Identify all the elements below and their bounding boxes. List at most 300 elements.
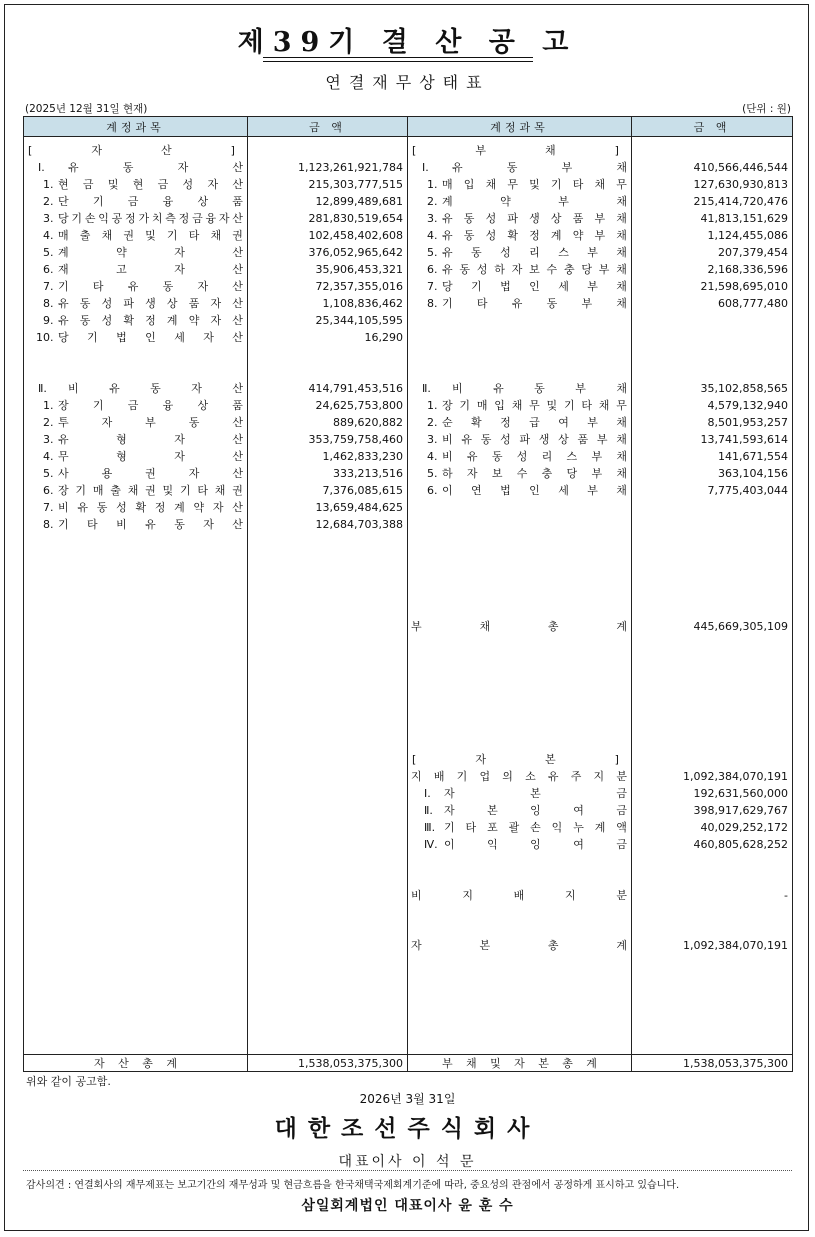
- nci-label-char: 지: [564, 889, 576, 902]
- current-asset-amount: 281,830,519,654: [308, 212, 403, 225]
- current-asset-item-number: 5.: [43, 246, 54, 259]
- total-equity-label-char: 본: [479, 939, 491, 952]
- noncurrent-liability-item-text: [442, 482, 627, 499]
- noncurrent-liability-item-char: 생: [538, 433, 550, 446]
- noncurrent-liability-item-char: 채: [598, 399, 610, 412]
- total-equity-label-char: 자: [411, 939, 422, 952]
- noncurrent-liability-item-text: [442, 414, 627, 431]
- noncurrent-liability-item-char: 당: [566, 467, 578, 480]
- parent-equity-label-char: 주: [570, 770, 582, 783]
- noncurrent-liability-item-char: 충: [541, 467, 553, 480]
- current-asset-item: [24, 295, 247, 312]
- parent-equity-label-char: 분: [616, 770, 627, 783]
- noncurrent-liabilities-label: [408, 380, 631, 397]
- noncurrent-liabilities-label-number: Ⅱ.: [422, 382, 431, 395]
- equity-item-char: 여: [573, 838, 584, 851]
- table-total-row: [24, 1055, 793, 1072]
- current-liability-item-number: 4.: [427, 229, 438, 242]
- noncurrent-liability-item-number: 1.: [427, 399, 438, 412]
- noncurrent-liability-item: [408, 482, 631, 499]
- current-asset-item-text: [58, 329, 243, 346]
- current-asset-item-char: 정: [125, 212, 136, 225]
- noncurrent-asset-amount: 333,213,516: [333, 467, 403, 480]
- noncurrent-liability-item-char: 여: [558, 416, 569, 429]
- noncurrent-liability-item-char: 정: [500, 416, 511, 429]
- noncurrent-liability-item-char: 채: [616, 433, 627, 446]
- notice-title: 제39기 결 산 공 고: [237, 27, 578, 58]
- current-liability-item-char: 무: [507, 178, 518, 191]
- current-asset-item-text: [58, 244, 243, 261]
- current-liability-item-char: 채: [616, 263, 627, 276]
- current-asset-item-text: [58, 227, 243, 244]
- title-underline: [263, 57, 533, 58]
- noncurrent-asset-item: [24, 482, 247, 499]
- assets-section-label-part: [: [28, 144, 33, 157]
- noncurrent-asset-item-char: 채: [214, 484, 226, 497]
- current-asset-item-char: 타: [188, 229, 200, 242]
- equity-item-number: Ⅳ.: [424, 838, 438, 851]
- current-asset-item-number: 6.: [43, 263, 54, 276]
- current-liability-item-char: 유: [442, 212, 453, 225]
- announce-date: 2026년 3월 31일: [359, 1092, 456, 1106]
- nci-label-char: 분: [616, 889, 627, 902]
- noncurrent-liability-amount: 363,104,156: [718, 467, 788, 480]
- current-asset-item: [24, 312, 247, 329]
- noncurrent-asset-item-char: 산: [232, 518, 243, 531]
- assets-section-label-part: 자: [91, 144, 102, 157]
- total-equity-amount: 1,092,384,070,191: [683, 939, 788, 952]
- balance-sheet-table: [23, 116, 793, 1072]
- current-liability-item: [408, 210, 631, 227]
- current-asset-amount: 376,052,965,642: [308, 246, 403, 259]
- noncurrent-asset-item-char: 형: [116, 433, 127, 446]
- current-liability-item-char: 인: [529, 280, 540, 293]
- current-asset-item-char: 융: [205, 212, 217, 225]
- noncurrent-liability-item-char: 부: [596, 433, 608, 446]
- noncurrent-liability-item-char: 채: [616, 467, 627, 480]
- noncurrent-asset-item-char: 동: [188, 416, 200, 429]
- noncurrent-asset-item-char: 비: [58, 501, 69, 514]
- equity-item-char: 기: [444, 821, 455, 834]
- equity-item-char: 괄: [508, 821, 520, 834]
- current-liability-item-char: 입: [463, 178, 475, 191]
- noncurrent-asset-item-char: 자: [188, 467, 200, 480]
- total-liab-equity-label-char: 채: [466, 1057, 477, 1070]
- noncurrent-asset-item-char: 융: [162, 399, 174, 412]
- noncurrent-asset-item-text: [58, 482, 243, 499]
- current-liability-item-char: 기: [550, 178, 562, 191]
- current-liability-amount: 608,777,480: [718, 297, 788, 310]
- current-asset-item-number: 7.: [43, 280, 54, 293]
- liabilities-equity-amount-column: [632, 137, 792, 1054]
- current-asset-item-text: [58, 193, 243, 210]
- current-liability-item-number: 5.: [427, 246, 438, 259]
- noncurrent-asset-amount: 1,462,833,230: [322, 450, 403, 463]
- equity-item: [408, 819, 631, 836]
- noncurrent-liability-item-char: 채: [511, 399, 523, 412]
- noncurrent-asset-item-char: 채: [127, 484, 139, 497]
- current-asset-item-text: [58, 278, 243, 295]
- noncurrent-liability-amount: 13,741,593,614: [700, 433, 788, 446]
- current-liability-item-number: 7.: [427, 280, 438, 293]
- equity-item-text: [444, 785, 627, 802]
- noncurrent-liability-item-text: [442, 448, 627, 465]
- equity-item-char: 잉: [530, 838, 541, 851]
- current-asset-item-char: 매: [58, 229, 69, 242]
- noncurrent-asset-item-number: 8.: [43, 518, 54, 531]
- assets-section-label-part: 산: [161, 144, 172, 157]
- noncurrent-asset-item-char: 자: [212, 501, 224, 514]
- assets-account-column: [24, 137, 247, 1054]
- liabilities-section-label-part: 부: [475, 144, 486, 157]
- noncurrent-liability-item-char: 이: [442, 484, 453, 497]
- parent-equity-label-char: 배: [433, 770, 445, 783]
- equity-item-number: Ⅱ.: [424, 804, 433, 817]
- current-asset-item-number: 4.: [43, 229, 54, 242]
- noncurrent-liability-item-char: 비: [442, 433, 453, 446]
- company-name: 대한조선주식회사: [274, 1116, 541, 1142]
- current-asset-item-char: 채: [101, 229, 113, 242]
- total-liab-equity-label-char: 부: [442, 1057, 453, 1070]
- noncurrent-liability-item-number: 2.: [427, 416, 438, 429]
- current-asset-item-char: 산: [232, 331, 243, 344]
- current-liability-item-char: 세: [558, 280, 569, 293]
- current-asset-item-char: 자: [210, 297, 222, 310]
- liabilities-equity-account-column: [408, 137, 631, 1054]
- current-liability-item: [408, 227, 631, 244]
- noncurrent-liability-item-char: 채: [616, 416, 627, 429]
- noncurrent-asset-item-char: 산: [232, 501, 243, 514]
- noncurrent-asset-item-char: 기: [58, 518, 69, 531]
- current-liability-item-text: [442, 210, 627, 227]
- current-asset-amount: 102,458,402,608: [308, 229, 403, 242]
- noncurrent-liabilities-label-text: [452, 380, 627, 397]
- noncurrent-asset-item-text: [58, 516, 243, 533]
- current-asset-item-char: 금: [82, 178, 94, 191]
- current-liability-item-char: 당: [442, 280, 453, 293]
- table-header-row: [24, 117, 793, 137]
- noncurrent-asset-item-text: [58, 397, 243, 414]
- equity-section-label: [408, 751, 631, 768]
- total-liabilities-label: [408, 618, 631, 635]
- current-liability-item-char: 타: [476, 297, 488, 310]
- noncurrent-asset-item-char: 금: [127, 399, 139, 412]
- noncurrent-asset-item-char: 사: [58, 467, 69, 480]
- current-asset-item-char: 금: [127, 195, 139, 208]
- current-liability-item-text: [442, 278, 627, 295]
- current-asset-item-char: 동: [79, 314, 91, 327]
- current-liabilities-label-char: 부: [561, 161, 573, 174]
- unit-label: (단위 : 원): [742, 103, 791, 115]
- current-liability-item-char: 성: [476, 263, 488, 276]
- current-asset-item-char: 손: [84, 212, 96, 225]
- current-liability-item-char: 당: [581, 263, 593, 276]
- current-asset-item-char: 생: [145, 297, 156, 310]
- current-assets-label-char: 동: [122, 161, 134, 174]
- noncurrent-asset-item-text: [58, 499, 243, 516]
- current-liability-item-char: 품: [572, 212, 584, 225]
- noncurrent-liability-item-char: 리: [541, 450, 553, 463]
- current-asset-item-text: [58, 312, 243, 329]
- current-liability-amount: 207,379,454: [718, 246, 788, 259]
- parent-equity-label-char: 기: [456, 770, 468, 783]
- current-liability-item-char: 채: [616, 297, 627, 310]
- noncurrent-asset-item-char: 자: [101, 416, 113, 429]
- noncurrent-asset-item-char: 확: [135, 501, 147, 514]
- noncurrent-liability-item-char: 급: [529, 416, 540, 429]
- noncurrent-asset-item-text: [58, 431, 243, 448]
- current-asset-item-char: 파: [123, 297, 134, 310]
- current-liability-item-char: 채: [616, 212, 627, 225]
- current-liability-item-text: [442, 227, 627, 244]
- current-liability-item-char: 스: [558, 246, 569, 259]
- noncurrent-liability-item-char: 확: [471, 416, 482, 429]
- equity-item-char: 금: [616, 804, 627, 817]
- noncurrent-liability-amount: 8,501,953,257: [707, 416, 788, 429]
- current-asset-item-char: 산: [232, 297, 243, 310]
- current-asset-item: [24, 261, 247, 278]
- current-liability-item-char: 충: [563, 263, 575, 276]
- total-equity-label-char: 계: [616, 939, 627, 952]
- noncurrent-assets-amount: 414,791,453,516: [308, 382, 403, 395]
- noncurrent-liability-item-char: 채: [616, 484, 627, 497]
- noncurrent-asset-item-number: 4.: [43, 450, 54, 463]
- current-asset-item-char: 상: [166, 297, 178, 310]
- current-liability-item-char: 기: [442, 297, 453, 310]
- total-equity-label: [408, 937, 631, 954]
- noncurrent-asset-amount: 24,625,753,800: [315, 399, 403, 412]
- current-liability-item-char: 매: [442, 178, 453, 191]
- current-liability-item-text: [442, 176, 627, 193]
- current-liability-item-char: 동: [463, 229, 475, 242]
- total-liab-equity-label-char: 및: [490, 1057, 501, 1070]
- equity-item: [408, 785, 631, 802]
- statement-title: 연결재무상태표: [325, 73, 490, 92]
- noncurrent-liability-item-char: 부: [587, 484, 598, 497]
- nci-label-char: 배: [513, 889, 525, 902]
- equity-item-text: [444, 819, 627, 836]
- current-asset-item-char: 산: [232, 178, 243, 191]
- current-liability-item-char: 리: [529, 246, 540, 259]
- liabilities-section-label-part: ]: [614, 144, 619, 157]
- nci-label-char: 지: [462, 889, 473, 902]
- noncurrent-asset-item-char: 권: [232, 484, 243, 497]
- current-liability-amount: 21,598,695,010: [700, 280, 788, 293]
- noncurrent-asset-amount: 889,620,882: [333, 416, 403, 429]
- current-liability-item-char: 부: [587, 280, 598, 293]
- total-liab-equity-label-char: 본: [538, 1057, 549, 1070]
- current-asset-item-char: 출: [79, 229, 91, 242]
- equity-item-char: 익: [551, 821, 563, 834]
- noncurrent-liability-item-text: [442, 431, 627, 448]
- noncurrent-liability-item-char: 유: [461, 433, 472, 446]
- noncurrent-asset-item-char: 기: [75, 484, 87, 497]
- current-liability-amount: 41,813,151,629: [700, 212, 788, 225]
- current-asset-item-char: 법: [116, 331, 127, 344]
- ceo-name: 대표이사 이 석 문: [338, 1154, 477, 1170]
- noncurrent-asset-amount: 353,759,758,460: [308, 433, 403, 446]
- current-asset-item-char: 자: [174, 246, 185, 259]
- noncurrent-asset-item-char: 타: [87, 518, 98, 531]
- liabilities-section-label-part: 채: [545, 144, 556, 157]
- equity-item-number: Ⅰ.: [424, 787, 431, 800]
- equity-section-label-part: ]: [614, 753, 619, 766]
- current-asset-item-char: 익: [98, 212, 109, 225]
- total-liab-equity-amount: 1,538,053,375,300: [632, 1055, 793, 1072]
- current-asset-amount: 25,344,105,595: [315, 314, 403, 327]
- current-liability-item-char: 유: [442, 263, 453, 276]
- equity-item-char: 자: [444, 804, 455, 817]
- current-asset-item-text: [58, 261, 243, 278]
- current-asset-item-char: 타: [92, 280, 104, 293]
- noncurrent-liability-item-char: 세: [558, 484, 569, 497]
- noncurrent-liability-item-char: 무: [616, 399, 627, 412]
- noncurrent-asset-item-char: 및: [162, 484, 174, 497]
- current-liability-item-number: 8.: [427, 297, 438, 310]
- audit-opinion: 감사의견 : 연결회사의 재무제표는 보고기간의 재무성과 및 현금흐름을 한국채택국제회계기준에 따라, 중요성의 관점에서 공정하게 표시하고 있습니다.: [26, 1180, 680, 1191]
- current-asset-item-char: 자: [207, 178, 219, 191]
- assets-section-label-part: ]: [230, 144, 235, 157]
- current-liabilities-label-number: Ⅰ.: [422, 161, 429, 174]
- noncurrent-asset-item-char: 유: [145, 518, 156, 531]
- header-account-left: 계정과목: [24, 117, 248, 137]
- total-liabilities-label-char: 부: [411, 620, 422, 633]
- noncurrent-assets-label-char: 자: [191, 382, 202, 395]
- equity-item-char: 잉: [530, 804, 541, 817]
- current-liability-item-char: 정: [529, 229, 540, 242]
- current-liability-item-char: 하: [494, 263, 505, 276]
- current-liability-item-char: 생: [529, 212, 540, 225]
- noncurrent-asset-item: [24, 448, 247, 465]
- noncurrent-asset-item-number: 5.: [43, 467, 54, 480]
- current-asset-item-char: 성: [101, 297, 113, 310]
- current-liability-item-char: 채: [594, 178, 606, 191]
- current-liability-item-number: 3.: [427, 212, 438, 225]
- noncurrent-asset-item: [24, 397, 247, 414]
- current-asset-item-char: 금: [157, 178, 169, 191]
- current-liability-item-char: 부: [598, 263, 610, 276]
- current-liability-item-char: 약: [500, 195, 511, 208]
- current-liability-item-char: 유: [511, 297, 523, 310]
- current-assets-label-text: [68, 159, 243, 176]
- current-liability-item-char: 타: [572, 178, 584, 191]
- nci-label-text: [411, 887, 627, 904]
- total-liabilities-label-char: 계: [616, 620, 627, 633]
- current-asset-item-char: 및: [107, 178, 119, 191]
- current-liabilities-label: [408, 159, 631, 176]
- parent-equity-label-char: 지: [411, 770, 422, 783]
- noncurrent-asset-item-number: 6.: [43, 484, 54, 497]
- current-liabilities-label-text: [452, 159, 627, 176]
- parent-equity-label-char: 유: [547, 770, 559, 783]
- current-asset-item-char: 산: [232, 246, 243, 259]
- noncurrent-asset-item: [24, 516, 247, 533]
- current-liability-item-char: 계: [550, 229, 562, 242]
- noncurrent-assets-label-char: 유: [109, 382, 120, 395]
- noncurrent-asset-item-char: 부: [145, 416, 156, 429]
- current-asset-item-number: 1.: [43, 178, 54, 191]
- noncurrent-liability-item-text: [442, 465, 627, 482]
- noncurrent-liabilities-label-char: 부: [575, 382, 586, 395]
- current-asset-item-number: 10.: [36, 331, 54, 344]
- noncurrent-asset-item-char: 권: [145, 484, 156, 497]
- current-liability-amount: 2,168,336,596: [707, 263, 788, 276]
- current-asset-item-char: 약: [188, 314, 200, 327]
- total-liab-equity-label-char: 자: [514, 1057, 525, 1070]
- noncurrent-asset-item-char: 장: [58, 484, 69, 497]
- noncurrent-asset-item-char: 권: [145, 467, 156, 480]
- current-liability-item-char: 동: [459, 263, 471, 276]
- noncurrent-asset-item-char: 성: [116, 501, 127, 514]
- noncurrent-asset-item-char: 형: [116, 450, 127, 463]
- current-assets-label-char: 산: [232, 161, 243, 174]
- current-asset-amount: 1,108,836,462: [322, 297, 403, 310]
- noncurrent-asset-item-char: 자: [174, 433, 185, 446]
- current-asset-item-char: 단: [58, 195, 69, 208]
- current-asset-item-char: 약: [116, 246, 127, 259]
- current-liability-item-char: 부: [558, 195, 569, 208]
- noncurrent-liability-item-char: 기: [459, 399, 471, 412]
- equity-item-char: 본: [530, 787, 541, 800]
- current-liability-item-text: [442, 244, 627, 261]
- noncurrent-assets-label-number: Ⅱ.: [38, 382, 47, 395]
- current-liability-item: [408, 278, 631, 295]
- noncurrent-asset-item-char: 유: [58, 433, 69, 446]
- current-asset-item-char: 세: [174, 331, 185, 344]
- noncurrent-asset-item: [24, 414, 247, 431]
- noncurrent-liabilities-amount: 35,102,858,565: [700, 382, 788, 395]
- current-asset-item-char: 당: [58, 212, 69, 225]
- noncurrent-asset-item-char: 약: [193, 501, 205, 514]
- equity-item-char: 손: [530, 821, 541, 834]
- equity-item-char: 이: [444, 838, 455, 851]
- current-asset-item-char: 동: [162, 280, 174, 293]
- current-liability-item: [408, 193, 631, 210]
- noncurrent-asset-item-char: 상: [197, 399, 209, 412]
- noncurrent-liability-item-number: 3.: [427, 433, 438, 446]
- current-asset-item-char: 및: [145, 229, 156, 242]
- total-liab-equity-label-char: 계: [586, 1057, 597, 1070]
- equity-section-label-part: 자: [475, 753, 486, 766]
- noncurrent-liability-item-number: 6.: [427, 484, 438, 497]
- current-assets-label-number: Ⅰ.: [38, 161, 45, 174]
- total-assets-label-char: 자: [94, 1057, 105, 1070]
- current-liability-item-char: 확: [507, 229, 518, 242]
- current-liability-item: [408, 176, 631, 193]
- current-liability-item-char: 채: [616, 229, 627, 242]
- current-liability-item-text: [442, 295, 627, 312]
- current-asset-item-char: 자: [174, 263, 185, 276]
- current-liability-item-char: 부: [594, 229, 606, 242]
- equity-item-char: 누: [573, 821, 584, 834]
- noncurrent-liability-item-char: 보: [491, 467, 503, 480]
- noncurrent-asset-item-char: 유: [77, 501, 88, 514]
- noncurrent-asset-item-number: 3.: [43, 433, 54, 446]
- noncurrent-liability-item-char: 연: [471, 484, 482, 497]
- current-asset-item-char: 유: [127, 280, 139, 293]
- noncurrent-asset-amount: 12,684,703,388: [315, 518, 403, 531]
- noncurrent-liability-item-char: 입: [494, 399, 505, 412]
- equity-item-amount: 398,917,629,767: [693, 804, 788, 817]
- noncurrent-asset-item-char: 기: [179, 484, 191, 497]
- current-liability-item-char: 채: [616, 246, 627, 259]
- equity-item-char: 타: [465, 821, 477, 834]
- parent-equity-label: [408, 768, 631, 785]
- current-liability-item-char: 약: [572, 229, 584, 242]
- current-liability-item-char: 채: [485, 178, 497, 191]
- current-asset-item-char: 치: [151, 212, 163, 225]
- equity-item-char: 익: [487, 838, 498, 851]
